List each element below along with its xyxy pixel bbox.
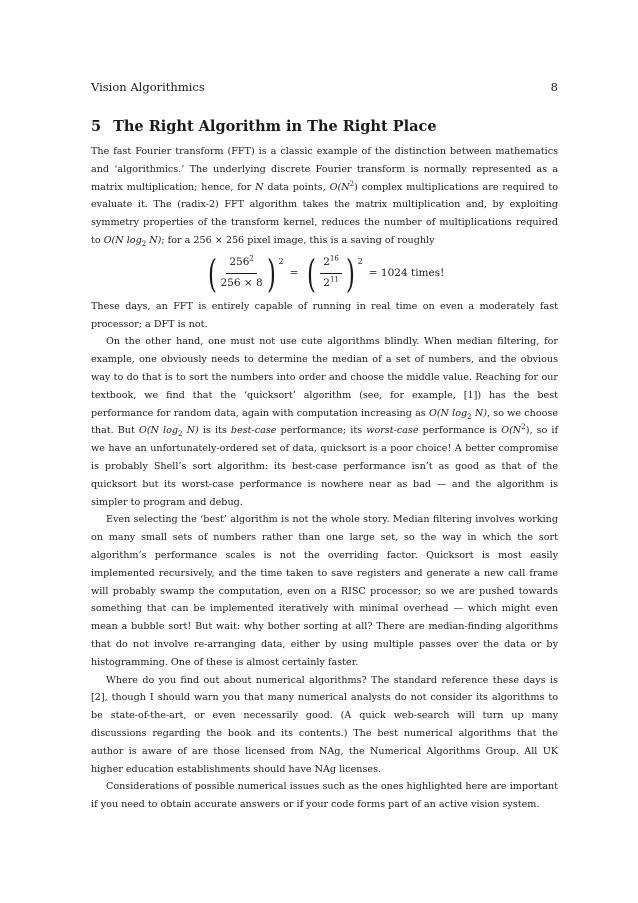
section-number: 5 — [91, 118, 102, 135]
section-title: The Right Algorithm in The Right Place — [113, 118, 437, 135]
fraction-2: $\frac{2^{16}}{2^{11}}$ — [320, 254, 342, 293]
paragraph-quicksort: On the other hand, one must not use cute algorithms blindly. When median filtering, for example, one obviously needs to determine the median of a set of numbers, and the obvious way to do that is to sort the numbers into order and choose the middle value. Reaching for our textbook, we find that the ‘quicksort’ algorithm (see, for example, [1]) has the best performance for random data, again with computation increasing as O(N $\log_2 N$), so we choose that. But O(N $\log_2 N$) is its best-case performance; its worst-case performance is $O(N^2)$, so if we have an unfortunately-ordered set of data, quicksort is a poor choice! A better compromise is probably Shell’s sort algorithm: its best-case performance isn’t as good as that of the quicksort but its worst-case performance is nowhere near as bad — and the algorithm is simpler to program and debug. — [91, 336, 559, 508]
left-paren: ( — [207, 251, 217, 296]
display-equation: ( $\frac{256^2}{256 \times 8}$ ) 2 = ( $\frac{2^{16}}{2^{11}}$ ) 2 = 1024 times! — [207, 251, 445, 296]
paragraph-conclusion: Considerations of possible numerical issues such as the ones highlighted here are important if you need to obtain accurate answers or if your code forms part of an active vision system. — [91, 781, 558, 811]
paragraph-references: Where do you find out about numerical algorithms? The standard reference these days is [2], though I should warn you that many numerical analysts do not consider its algorithms to be state-of-the-art, or even necessarily good. (A quick web-search will turn up many discussions regarding the book and its contents.) The best numerical algorithms that the author is aware of are those licensed from NAg, the Numerical Algorithms Group. All UK higher education establishments should have NAg licenses. — [91, 674, 558, 775]
page-number: 8 — [550, 80, 558, 94]
left-paren-2: ( — [307, 251, 317, 296]
paragraph-dft: These days, an FFT is entirely capable of running in real time on even a moderately fast processor; a DFT is not. — [91, 300, 558, 330]
running-title: Vision Algorithmics — [91, 80, 205, 94]
paragraph-median: Even selecting the ‘best’ algorithm is not the whole story. Median filtering involves working on many small sets of numbers rather than one large set, so the way in which the sort algorithm’s performance scales is not the overriding factor. Quicksort is most easily implemented recursively, and the time taken to save registers and generate a new call frame will probably swamp the computation, even on a RISC processor; so we are pushed towards something that can be implemented iteratively with minimal overhead — which might even mean a bubble sort! But wait: why bother sorting at all? There are median-finding algorithms that do not involve re-arranging data, either by using multiple passes over the data or by histogramming. One of these is almost certainly faster. — [91, 514, 558, 668]
body-text — [91, 143, 558, 814]
running-header — [91, 80, 558, 94]
paragraph-fft: The fast Fourier transform (FFT) is a classic example of the distinction between mathematics and ‘algorithmics.’ The underlying discrete Fourier transform is normally represented as a matrix multiplication; hence, for N data points, $O(N^2)$ complex multiplications are required to evaluate it. The (radix-2) FFT algorithm takes the matrix multiplication and, by exploiting symmetry properties of the transform kernel, reduces the number of multiplications required to O(N $\log_2 N$); for a 256 × 256 pixel image, this is a saving of roughly — [91, 146, 559, 248]
equation-result: = 1024 times! — [368, 266, 445, 279]
right-paren-2: ) — [345, 251, 355, 296]
section-heading — [91, 118, 437, 135]
right-paren: ) — [266, 251, 276, 296]
fraction-1: $\frac{256^2}{256 \times 8}$ — [220, 254, 263, 290]
